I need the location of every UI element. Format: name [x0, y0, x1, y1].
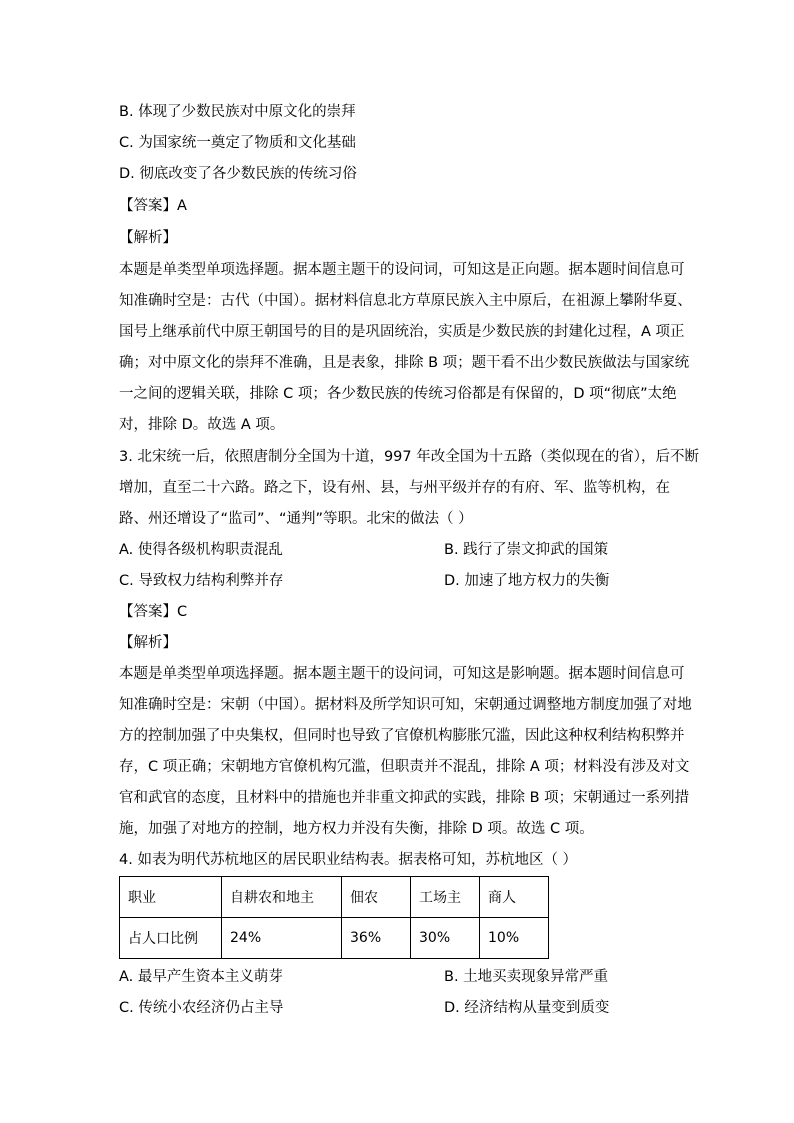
q2-option-c: C. 为国家统一奠定了物质和文化基础 [119, 135, 356, 151]
table-cell: 佃农 [342, 877, 411, 918]
q4-option-d: D. 经济结构从量变到质变 [444, 1000, 610, 1016]
q3-option-b: B. 践行了崇文抑武的国策 [444, 542, 609, 558]
q3-analysis-line: 本题是单类型单项选择题。据本题主题干的设问词，可知这是影响题。据本题时间信息可 [119, 666, 685, 682]
q2-option-d: D. 彻底改变了各少数民族的传统习俗 [119, 166, 357, 182]
q2-answer: 【答案】A [119, 198, 187, 214]
q3-answer: 【答案】C [119, 604, 188, 620]
q2-analysis-line: 对，排除 D。故选 A 项。 [119, 417, 285, 433]
q2-option-b: B. 体现了少数民族对中原文化的崇拜 [119, 104, 356, 120]
table-cell: 36% [342, 918, 411, 959]
q4-option-b: B. 土地买卖现象异常严重 [444, 969, 609, 985]
q2-analysis-line: 本题是单类型单项选择题。据本题主题干的设问词，可知这是正向题。据本题时间信息可 [119, 262, 685, 278]
q2-analysis-line: 知准确时空是：古代（中国）。据材料信息北方草原民族入主中原后，在祖源上攀附华夏、 [119, 293, 692, 309]
q2-analysis-line: 国号上继承前代中原王朝国号的目的是巩固统治，实质是少数民族的封建化过程，A 项正 [119, 324, 685, 340]
q3-option-d: D. 加速了地方权力的失衡 [444, 573, 610, 589]
q3-stem-line: 路、州还增设了“监司”、“通判”等职。北宋的做法（ ） [119, 511, 473, 527]
occupation-table [119, 876, 549, 959]
q4-option-c: C. 传统小农经济仍占主导 [119, 1000, 284, 1016]
q3-analysis-label: 【解析】 [119, 635, 177, 651]
q2-analysis-label: 【解析】 [119, 230, 177, 246]
q3-analysis-line: 存，C 项正确；宋朝地方官僚机构冗滥，但职责并不混乱，排除 A 项；材料没有涉及对文 [119, 759, 690, 775]
table-cell: 占人口比例 [120, 918, 222, 959]
table-cell: 商人 [480, 877, 549, 918]
table-cell: 职业 [120, 877, 222, 918]
q3-analysis-line: 官和武官的态度，且材料中的措施也并非重文抑武的实践，排除 B 项；宋朝通过一系列措 [119, 790, 690, 806]
q3-stem-line: 增加，直至二十六路。路之下，设有州、县，与州平级并存的有府、军、监等机构，在 [119, 480, 670, 496]
q3-analysis-line: 方的控制加强了中央集权，但同时也导致了官僚机构膨胀冗滥，因此这种权利结构积弊并 [119, 728, 685, 744]
q3-analysis-line: 知准确时空是：宋朝（中国）。据材料及所学知识可知，宋朝通过调整地方制度加强了对地 [119, 697, 692, 713]
table-cell: 工场主 [411, 877, 480, 918]
q2-analysis-line: 一之间的逻辑关联，排除 C 项；各少数民族的传统习俗都是有保留的，D 项“彻底”太绝 [119, 386, 677, 402]
q3-option-a: A. 使得各级机构职责混乱 [119, 542, 283, 558]
q3-option-c: C. 导致权力结构利弊并存 [119, 573, 284, 589]
q2-analysis-line: 确；对中原文化的崇拜不准确，且是表象，排除 B 项；题干看不出少数民族做法与国家统 [119, 355, 690, 371]
table-cell: 10% [480, 918, 549, 959]
q4-option-a: A. 最早产生资本主义萌芽 [119, 969, 283, 985]
table-row [120, 918, 549, 959]
table-header-row [120, 877, 549, 918]
table-cell: 30% [411, 918, 480, 959]
q3-stem-line: 3. 北宋统一后，依照唐制分全国为十道，997 年改全国为十五路（类似现在的省），后不断 [119, 449, 699, 465]
q4-stem: 4. 如表为明代苏杭地区的居民职业结构表。据表格可知，苏杭地区（ ） [119, 852, 578, 868]
table-cell: 自耕农和地主 [222, 877, 342, 918]
q3-analysis-line: 施，加强了对地方的控制，地方权力并没有失衡，排除 D 项。故选 C 项。 [119, 821, 594, 837]
table-cell: 24% [222, 918, 342, 959]
